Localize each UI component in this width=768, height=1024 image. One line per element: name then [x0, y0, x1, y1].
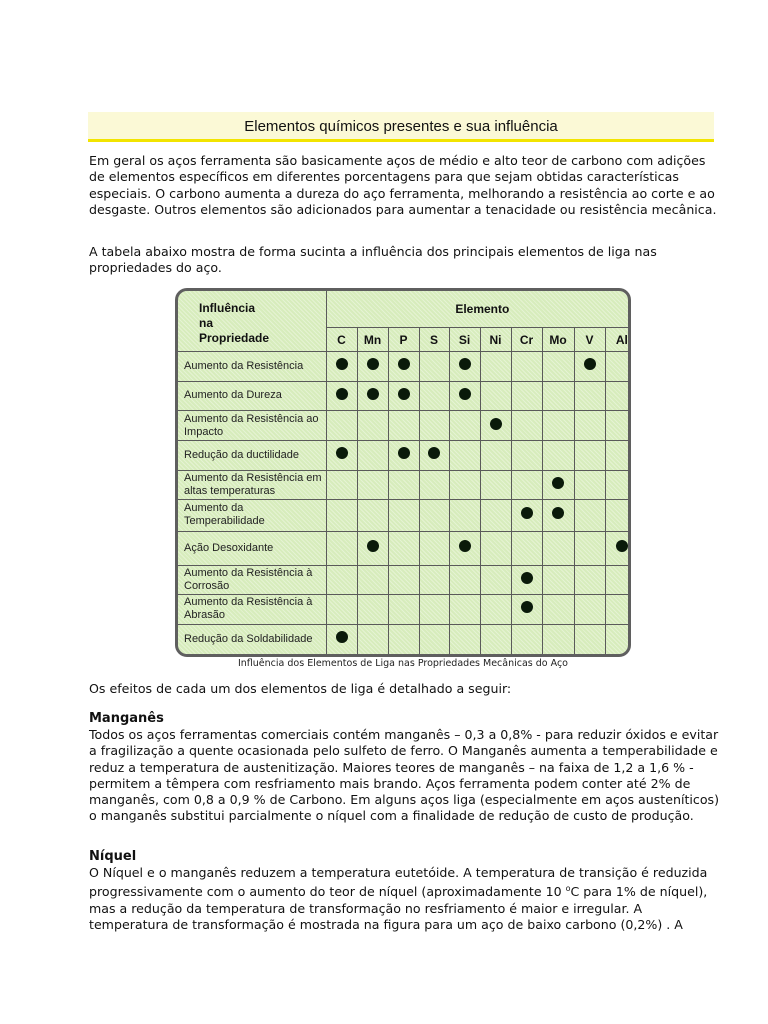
table-cell	[605, 411, 631, 441]
table-cell	[542, 595, 574, 625]
influence-dot-icon	[367, 358, 379, 370]
row-label: Aumento da Resistência	[178, 352, 326, 382]
table-cell	[605, 470, 631, 500]
table-cell	[357, 624, 388, 654]
table-cell	[574, 624, 605, 654]
influence-dot-icon	[336, 447, 348, 459]
influence-dot-icon	[584, 358, 596, 370]
element-header-si: Si	[449, 328, 480, 352]
niquel-text-part: O Níquel e o manganês reduzem a temperatura eutetóide. A temperatura de transição é reduzida progressivamente com o aumento do teor de níquel (aproximadamente 10	[89, 865, 708, 900]
table-cell	[388, 381, 419, 411]
table-row	[178, 624, 631, 654]
table-cell	[449, 411, 480, 441]
influence-dot-icon	[336, 631, 348, 643]
table-cell	[605, 531, 631, 565]
table-cell	[449, 352, 480, 382]
table-row	[178, 565, 631, 595]
table-cell	[542, 470, 574, 500]
table-cell	[357, 352, 388, 382]
header-property-line: na	[199, 316, 214, 330]
table-cell	[419, 381, 449, 411]
table-cell	[511, 352, 542, 382]
table-cell	[449, 440, 480, 470]
header-property-line: Propriedade	[199, 331, 270, 345]
table-cell	[574, 352, 605, 382]
table-cell	[388, 595, 419, 625]
row-label: Aumento da Resistência em altas temperaturas	[178, 470, 326, 500]
row-label: Aumento da Temperabilidade	[178, 500, 326, 532]
table-cell	[542, 500, 574, 532]
table-cell	[326, 565, 357, 595]
degree-sup: o	[565, 884, 571, 894]
table-cell	[605, 440, 631, 470]
row-label: Redução da ductilidade	[178, 440, 326, 470]
table-row	[178, 352, 631, 382]
table-cell	[388, 624, 419, 654]
influence-dot-icon	[552, 477, 564, 489]
table-cell	[419, 595, 449, 625]
element-header-ni: Ni	[480, 328, 511, 352]
table-cell	[388, 440, 419, 470]
manganes-paragraph: Todos os aços ferramentas comerciais contém manganês – 0,3 a 0,8% - para reduzir óxidos e evitar a fragilização a quente ocasionada pelo sulfeto de ferro. O Manganês aumenta a temperabilidade e reduz a temperatura de austenitização. Maiores teores de manganês – na faixa de 1,2 a 1,6 % - permitem a têmpera com resfriamento mais brando. Aços ferramenta podem conter até 2% de manganês, com 0,8 a 0,9 % de Carbono. Em alguns aços liga (especialmente em aços austeníticos) o manganês substitui parcialmente o níquel com a finalidade de redução de custo de produção.	[89, 727, 720, 824]
table-cell	[419, 470, 449, 500]
table-cell	[419, 500, 449, 532]
influence-dot-icon	[459, 540, 471, 552]
table-row	[178, 411, 631, 441]
table-cell	[326, 470, 357, 500]
element-header-mo: Mo	[542, 328, 574, 352]
table-cell	[542, 531, 574, 565]
table-cell	[357, 411, 388, 441]
effects-intro: Os efeitos de cada um dos elementos de liga é detalhado a seguir:	[89, 681, 512, 696]
table-row	[178, 381, 631, 411]
header-property	[178, 291, 326, 352]
table-cell	[357, 595, 388, 625]
influence-table	[178, 291, 631, 654]
table-cell	[511, 531, 542, 565]
table-cell	[605, 381, 631, 411]
table-cell	[357, 381, 388, 411]
influence-dot-icon	[336, 388, 348, 400]
table-row	[178, 595, 631, 625]
niquel-paragraph	[89, 865, 719, 933]
table-cell	[511, 624, 542, 654]
table-cell	[449, 381, 480, 411]
element-header-al: Al	[605, 328, 631, 352]
table-cell	[419, 411, 449, 441]
table-cell	[419, 565, 449, 595]
table-cell	[511, 411, 542, 441]
element-header-v: V	[574, 328, 605, 352]
influence-dot-icon	[459, 388, 471, 400]
page-title: Elementos químicos presentes e sua influência	[244, 118, 558, 135]
table-cell	[449, 500, 480, 532]
table-cell	[449, 565, 480, 595]
table-cell	[574, 531, 605, 565]
influence-dot-icon	[521, 572, 533, 584]
table-cell	[449, 595, 480, 625]
row-label: Aumento da Resistência ao Impacto	[178, 411, 326, 441]
table-row	[178, 531, 631, 565]
element-header-cr: Cr	[511, 328, 542, 352]
row-label: Aumento da Resistência à Abrasão	[178, 595, 326, 625]
table-cell	[357, 565, 388, 595]
table-cell	[480, 352, 511, 382]
table-cell	[480, 381, 511, 411]
table-cell	[326, 595, 357, 625]
row-label: Ação Desoxidante	[178, 531, 326, 565]
table-caption: Influência dos Elementos de Liga nas Propriedades Mecânicas do Aço	[237, 658, 568, 669]
table-cell	[326, 381, 357, 411]
table-cell	[480, 411, 511, 441]
table-cell	[357, 500, 388, 532]
table-cell	[574, 440, 605, 470]
table-cell	[388, 411, 419, 441]
table-cell	[326, 624, 357, 654]
table-cell	[388, 470, 419, 500]
table-cell	[511, 500, 542, 532]
table-cell	[511, 595, 542, 625]
table-cell	[480, 565, 511, 595]
influence-dot-icon	[367, 388, 379, 400]
header-element: Elemento	[326, 291, 631, 328]
table-cell	[388, 531, 419, 565]
table-cell	[605, 500, 631, 532]
table-cell	[480, 595, 511, 625]
row-label: Aumento da Dureza	[178, 381, 326, 411]
table-cell	[419, 624, 449, 654]
table-cell	[357, 531, 388, 565]
element-header-p: P	[388, 328, 419, 352]
table-cell	[388, 565, 419, 595]
table-cell	[449, 531, 480, 565]
table-cell	[605, 595, 631, 625]
element-header-c: C	[326, 328, 357, 352]
influence-dot-icon	[521, 601, 533, 613]
table-cell	[449, 624, 480, 654]
table-cell	[480, 624, 511, 654]
influence-dot-icon	[490, 418, 502, 430]
table-cell	[542, 381, 574, 411]
influence-dot-icon	[616, 540, 628, 552]
table-cell	[574, 565, 605, 595]
influence-dot-icon	[367, 540, 379, 552]
table-cell	[388, 352, 419, 382]
table-cell	[605, 624, 631, 654]
table-cell	[605, 565, 631, 595]
table-cell	[574, 470, 605, 500]
influence-table-frame	[175, 288, 631, 657]
table-cell	[326, 500, 357, 532]
table-cell	[542, 440, 574, 470]
table-cell	[419, 440, 449, 470]
table-cell	[326, 352, 357, 382]
intro-paragraph: Em geral os aços ferramenta são basicamente aços de médio e alto teor de carbono com adições de elementos específicos em diferentes porcentagens para que sejam obtidas características especiais. O carbono aumenta a dureza do aço ferramenta, melhorando a resistência ao corte e ao desgaste. Outros elementos são adicionados para aumentar a tenacidade ou resistência mecânica.	[89, 153, 717, 217]
table-cell	[511, 381, 542, 411]
table-cell	[574, 500, 605, 532]
row-label: Aumento da Resistência à Corrosão	[178, 565, 326, 595]
table-cell	[419, 531, 449, 565]
table-row	[178, 500, 631, 532]
header-property-line: Influência	[199, 301, 256, 315]
table-cell	[326, 411, 357, 441]
table-cell	[605, 352, 631, 382]
title-band	[88, 112, 714, 142]
element-header-s: S	[419, 328, 449, 352]
row-label: Redução da Soldabilidade	[178, 624, 326, 654]
table-cell	[511, 470, 542, 500]
table-cell	[542, 624, 574, 654]
table-cell	[574, 411, 605, 441]
table-cell	[574, 595, 605, 625]
influence-dot-icon	[398, 447, 410, 459]
table-cell	[480, 531, 511, 565]
table-cell	[326, 440, 357, 470]
table-cell	[357, 470, 388, 500]
table-cell	[542, 411, 574, 441]
manganes-heading: Manganês	[89, 711, 164, 726]
table-cell	[511, 565, 542, 595]
influence-dot-icon	[552, 507, 564, 519]
element-header-mn: Mn	[357, 328, 388, 352]
table-row	[178, 470, 631, 500]
table-cell	[388, 500, 419, 532]
niquel-heading: Níquel	[89, 849, 137, 864]
influence-dot-icon	[459, 358, 471, 370]
table-cell	[542, 565, 574, 595]
influence-dot-icon	[428, 447, 440, 459]
table-cell	[542, 352, 574, 382]
table-intro-paragraph: A tabela abaixo mostra de forma sucinta a influência dos principais elementos de liga nas propriedades do aço.	[89, 244, 657, 276]
influence-dot-icon	[398, 358, 410, 370]
table-cell	[326, 531, 357, 565]
niquel-text-part: C para 1% de níquel), mas a redução da temperatura de transformação no resfriamento é maior e irregular. A temperatura de transformação é mostrada na figura para um aço de baixo carbono (0,2%) . A	[89, 884, 708, 933]
table-cell	[419, 352, 449, 382]
table-cell	[511, 440, 542, 470]
table-row	[178, 440, 631, 470]
influence-dot-icon	[336, 358, 348, 370]
table-cell	[480, 470, 511, 500]
influence-dot-icon	[398, 388, 410, 400]
table-cell	[480, 440, 511, 470]
table-cell	[574, 381, 605, 411]
table-cell	[357, 440, 388, 470]
table-cell	[480, 500, 511, 532]
table-cell	[449, 470, 480, 500]
influence-dot-icon	[521, 507, 533, 519]
